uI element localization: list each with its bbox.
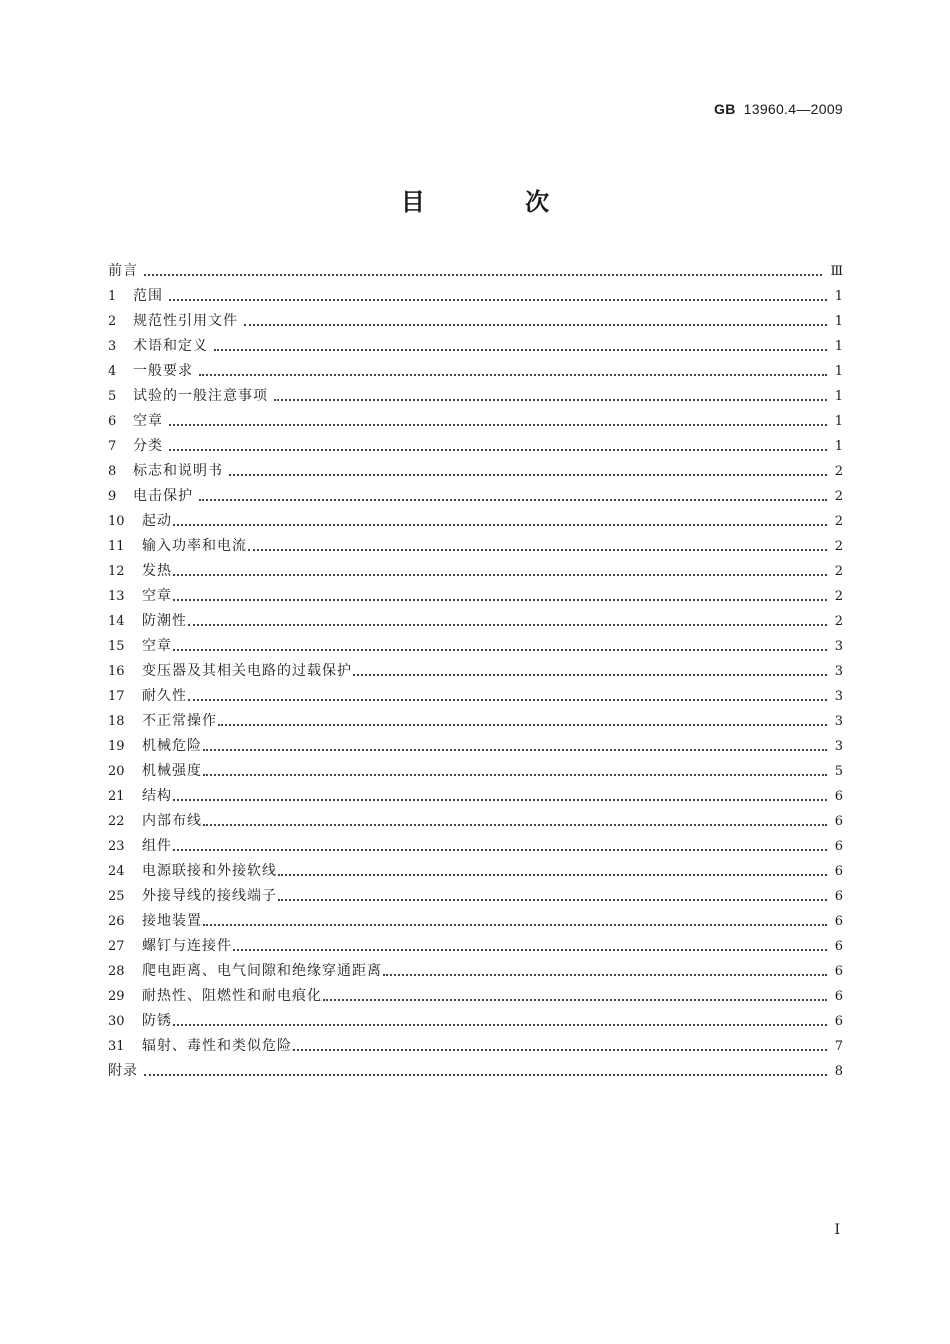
toc-entry-label: 不正常操作 (142, 713, 217, 729)
toc-entry-number: 15 (108, 639, 125, 654)
toc-dot-leader (278, 859, 827, 884)
toc-entry-page: 2 (834, 614, 843, 629)
standard-code (714, 101, 843, 117)
toc-entry-label: 结构 (142, 788, 172, 804)
toc-entry-label: 发热 (142, 563, 172, 579)
toc-entry-page: 3 (834, 714, 843, 729)
toc-dot-leader (244, 309, 827, 334)
toc-entry[interactable] (108, 484, 843, 509)
toc-entry[interactable] (108, 759, 843, 784)
toc-entry-number: 20 (108, 764, 125, 779)
toc-dot-leader (203, 909, 827, 934)
standard-number: 13960.4—2009 (743, 101, 843, 117)
toc-entry-page: 1 (834, 439, 843, 454)
toc-entry[interactable] (108, 359, 843, 384)
toc-dot-leader (293, 1034, 827, 1059)
toc-entry-label: 电源联接和外接软线 (142, 863, 277, 879)
toc-entry-label: 外接导线的接线端子 (142, 888, 277, 904)
toc-entry-number: 27 (108, 939, 125, 954)
toc-entry-number: 11 (108, 539, 125, 554)
toc-entry-page: 6 (834, 864, 843, 879)
toc-dot-leader (218, 709, 827, 734)
toc-entry-label: 标志和说明书 (133, 463, 223, 479)
toc-entry-number: 8 (108, 464, 117, 479)
toc-entry-label: 耐久性 (142, 688, 187, 704)
toc-entry[interactable] (108, 959, 843, 984)
toc-dot-leader (199, 359, 827, 384)
toc-entry-label: 螺钉与连接件 (142, 938, 232, 954)
toc-entry[interactable] (108, 784, 843, 809)
toc-entry-page: 3 (834, 689, 843, 704)
toc-entry[interactable] (108, 309, 843, 334)
toc-entry-page: 6 (834, 839, 843, 854)
toc-entry[interactable] (108, 934, 843, 959)
toc-dot-leader (173, 634, 827, 659)
toc-entry-label: 辐射、毒性和类似危险 (142, 1038, 292, 1054)
toc-entry-number: 30 (108, 1014, 125, 1029)
toc-entry-label: 内部布线 (142, 813, 202, 829)
toc-entry[interactable] (108, 459, 843, 484)
toc-entry[interactable] (108, 284, 843, 309)
toc-entry[interactable] (108, 609, 843, 634)
toc-entry-page: 2 (834, 589, 843, 604)
toc-entry[interactable] (108, 1034, 843, 1059)
toc-entry-number: 21 (108, 789, 125, 804)
toc-entry-number: 2 (108, 314, 117, 329)
toc-dot-leader (383, 959, 827, 984)
toc-entry-number: 17 (108, 689, 125, 704)
toc-entry-page: 6 (834, 789, 843, 804)
toc-entry-number: 13 (108, 589, 125, 604)
toc-entry-label: 接地装置 (142, 913, 202, 929)
toc-dot-leader (203, 759, 827, 784)
toc-entry-page: 2 (834, 464, 843, 479)
toc-dot-leader (199, 484, 827, 509)
toc-entry-number: 28 (108, 964, 125, 979)
toc-entry[interactable] (108, 559, 843, 584)
toc-entry-page: 1 (834, 339, 843, 354)
toc-dot-leader (248, 534, 827, 559)
toc-dot-leader (214, 334, 827, 359)
toc-entry[interactable] (108, 1059, 843, 1084)
toc-entry-page: 2 (834, 489, 843, 504)
toc-entry-page: 2 (834, 539, 843, 554)
toc-dot-leader (173, 509, 827, 534)
toc-entry-number: 14 (108, 614, 125, 629)
toc-entry-number: 22 (108, 814, 125, 829)
toc-entry[interactable] (108, 384, 843, 409)
toc-entry-page: 6 (834, 814, 843, 829)
toc-dot-leader (274, 384, 827, 409)
toc-entry-number: 25 (108, 889, 125, 904)
toc-entry-page: 8 (834, 1064, 843, 1079)
toc-entry[interactable] (108, 984, 843, 1009)
toc-entry-label: 术语和定义 (133, 338, 208, 354)
toc-entry-page: 6 (834, 939, 843, 954)
toc-entry-page: 3 (834, 664, 843, 679)
toc-entry-page: 1 (834, 314, 843, 329)
toc-dot-leader (353, 659, 827, 684)
toc-entry-label: 空章 (142, 588, 172, 604)
toc-entry-label: 机械危险 (142, 738, 202, 754)
toc-entry-label: 空章 (133, 413, 163, 429)
toc-dot-leader (144, 259, 822, 284)
toc-entry-page: Ⅲ (830, 264, 843, 279)
toc-entry-label: 空章 (142, 638, 172, 654)
toc-entry-number: 4 (108, 364, 117, 379)
toc-entry[interactable] (108, 659, 843, 684)
toc-entry[interactable] (108, 709, 843, 734)
toc-entry[interactable] (108, 259, 843, 284)
toc-entry-number: 1 (108, 289, 117, 304)
toc-entry-page: 1 (834, 364, 843, 379)
toc-entry-number: 3 (108, 339, 117, 354)
toc-entry-label: 分类 (133, 438, 163, 454)
toc-dot-leader (203, 734, 827, 759)
toc-dot-leader (169, 409, 827, 434)
toc-dot-leader (203, 809, 827, 834)
standard-prefix: GB (714, 101, 736, 117)
toc-entry-label: 试验的一般注意事项 (133, 388, 268, 404)
page-number: I (834, 1222, 840, 1238)
toc-dot-leader (173, 834, 827, 859)
toc-entry-label: 组件 (142, 838, 172, 854)
page-title: 目 次 (400, 188, 596, 216)
toc-entry[interactable] (108, 334, 843, 359)
toc-dot-leader (188, 684, 827, 709)
toc-entry-page: 1 (834, 414, 843, 429)
toc-entry-page: 1 (834, 289, 843, 304)
toc-entry-page: 6 (834, 964, 843, 979)
toc-entry-number: 18 (108, 714, 125, 729)
toc-entry-label: 输入功率和电流 (142, 538, 247, 554)
toc-dot-leader (173, 1009, 827, 1034)
toc-entry-number: 7 (108, 439, 117, 454)
toc-entry[interactable] (108, 734, 843, 759)
toc-dot-leader (173, 584, 827, 609)
toc-entry-label: 一般要求 (133, 363, 193, 379)
toc-dot-leader (233, 934, 827, 959)
toc-entry-page: 2 (834, 564, 843, 579)
table-of-contents (108, 259, 843, 1084)
toc-entry-page: 5 (834, 764, 843, 779)
toc-entry-label: 机械强度 (142, 763, 202, 779)
toc-entry[interactable] (108, 909, 843, 934)
toc-entry-page: 1 (834, 389, 843, 404)
toc-entry[interactable] (108, 809, 843, 834)
toc-entry-label: 规范性引用文件 (133, 313, 238, 329)
toc-entry[interactable] (108, 509, 843, 534)
toc-dot-leader (144, 1059, 827, 1084)
toc-entry[interactable] (108, 634, 843, 659)
toc-entry-number: 31 (108, 1039, 125, 1054)
toc-dot-leader (323, 984, 827, 1009)
toc-entry-label: 耐热性、阻燃性和耐电痕化 (142, 988, 322, 1004)
toc-dot-leader (169, 434, 827, 459)
toc-entry-page: 6 (834, 889, 843, 904)
toc-entry-number: 10 (108, 514, 125, 529)
toc-entry-label: 变压器及其相关电路的过载保护 (142, 663, 352, 679)
toc-entry-page: 7 (834, 1039, 843, 1054)
toc-entry-number: 12 (108, 564, 125, 579)
toc-dot-leader (278, 884, 827, 909)
toc-entry-label: 防锈 (142, 1013, 172, 1029)
toc-entry-label: 附录 (108, 1063, 138, 1079)
toc-dot-leader (169, 284, 827, 309)
toc-entry[interactable] (108, 834, 843, 859)
toc-dot-leader (173, 784, 827, 809)
toc-entry-label: 范围 (133, 288, 163, 304)
toc-entry-page: 6 (834, 1014, 843, 1029)
toc-entry-number: 29 (108, 989, 125, 1004)
toc-entry-number: 9 (108, 489, 117, 504)
toc-entry-number: 24 (108, 864, 125, 879)
toc-entry-label: 前言 (108, 263, 138, 279)
toc-entry-number: 23 (108, 839, 125, 854)
toc-entry[interactable] (108, 859, 843, 884)
toc-entry-number: 6 (108, 414, 117, 429)
toc-entry-label: 爬电距离、电气间隙和绝缘穿通距离 (142, 963, 382, 979)
toc-entry-page: 3 (834, 639, 843, 654)
toc-entry[interactable] (108, 684, 843, 709)
toc-dot-leader (188, 609, 827, 634)
toc-entry-page: 6 (834, 914, 843, 929)
toc-entry-number: 26 (108, 914, 125, 929)
toc-entry-label: 防潮性 (142, 613, 187, 629)
toc-dot-leader (229, 459, 827, 484)
toc-entry-page: 6 (834, 989, 843, 1004)
toc-entry-label: 电击保护 (133, 488, 193, 504)
toc-entry[interactable] (108, 434, 843, 459)
toc-entry[interactable] (108, 409, 843, 434)
toc-entry-page: 3 (834, 739, 843, 754)
toc-entry[interactable] (108, 534, 843, 559)
toc-entry[interactable] (108, 584, 843, 609)
toc-entry-number: 16 (108, 664, 125, 679)
toc-dot-leader (173, 559, 827, 584)
toc-entry[interactable] (108, 1009, 843, 1034)
toc-entry-number: 19 (108, 739, 125, 754)
toc-entry-label: 起动 (142, 513, 172, 529)
toc-entry-number: 5 (108, 389, 117, 404)
toc-entry-page: 2 (834, 514, 843, 529)
toc-entry[interactable] (108, 884, 843, 909)
